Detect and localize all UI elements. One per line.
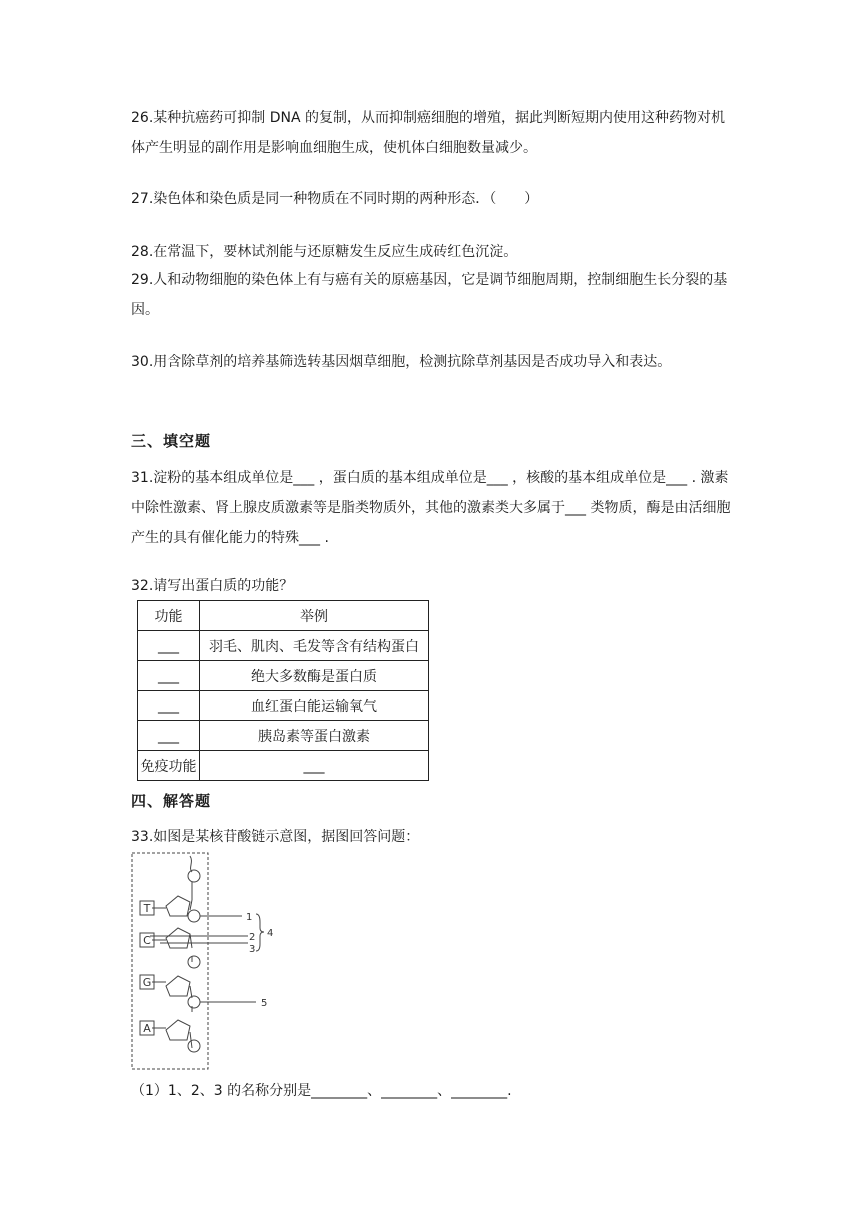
label-3: 3 (249, 944, 256, 955)
question-28: 28.在常温下，要林试剂能与还原糖发生反应生成砖红色沉淀。 (131, 244, 518, 260)
table-header-row (138, 601, 429, 631)
table-cell: ___ (138, 661, 200, 691)
table-row (138, 661, 429, 691)
table-cell: ___ (200, 751, 429, 781)
question-31: 31.淀粉的基本组成单位是___ ，蛋白质的基本组成单位是___ ，核酸的基本组成单位是___ . 激素中除性激素、肾上腺皮质激素等是脂类物质外，其他的激素类大多属于___ 类物质，酶是由活细胞产生的具有催化能力的特殊___ . (131, 470, 731, 546)
table-row (138, 751, 429, 781)
label-5: 5 (261, 998, 268, 1009)
phosphate-circle (188, 996, 200, 1008)
table-row (138, 631, 429, 661)
base-label: A (143, 1022, 151, 1035)
question-32: 32.请写出蛋白质的功能？ (131, 578, 294, 594)
table-cell: ___ (138, 631, 200, 661)
section-3-heading: 三、填空题 (131, 432, 212, 450)
table-cell: ___ (138, 721, 200, 751)
question-33-part-1: （1）1、2、3 的名称分别是________、________、________. (131, 1083, 512, 1099)
table-cell: 羽毛、肌肉、毛发等含有结构蛋白 (200, 631, 429, 661)
base-label: T (143, 902, 151, 915)
phosphate-circle (188, 956, 200, 968)
question-26: 26.某种抗癌药可抑制 DNA 的复制，从而抑制癌细胞的增殖，据此判断短期内使用这种药物对机体产生明显的副作用是影响血细胞生成，使机体白细胞数量减少。 (131, 110, 725, 156)
protein-function-table (137, 600, 429, 781)
brace-4 (256, 914, 264, 951)
question-30: 30.用含除草剂的培养基筛选转基因烟草细胞，检测抗除草剂基因是否成功导入和表达。 (131, 354, 672, 370)
sugar-pentagon (166, 976, 190, 996)
sugar-pentagon (166, 1020, 190, 1040)
sugar-pentagon (166, 928, 190, 948)
table-header-cell: 功能 (138, 601, 200, 631)
table-row (138, 691, 429, 721)
phosphate-circle (188, 910, 200, 922)
base-label: G (142, 976, 152, 989)
table-header-cell: 举例 (200, 601, 429, 631)
label-4: 4 (267, 928, 274, 939)
phosphate-circle (188, 870, 200, 882)
label-1: 1 (246, 912, 253, 923)
table-cell: 血红蛋白能运输氧气 (200, 691, 429, 721)
table-cell: ___ (138, 691, 200, 721)
sugar-pentagon (166, 896, 190, 916)
dashed-frame (132, 853, 208, 1069)
question-27: 27.染色体和染色质是同一种物质在不同时期的两种形态．（ ） (131, 191, 539, 207)
nucleotide-chain-diagram (130, 852, 280, 1072)
table-row (138, 721, 429, 751)
label-2: 2 (249, 932, 256, 943)
table-cell: 绝大多数酶是蛋白质 (200, 661, 429, 691)
backbone-line (190, 856, 192, 1048)
section-4-heading: 四、解答题 (131, 792, 212, 810)
phosphate-circle (188, 1040, 200, 1052)
question-29: 29.人和动物细胞的染色体上有与癌有关的原癌基因，它是调节细胞周期，控制细胞生长分裂的基因。 (131, 272, 728, 318)
table-cell: 免疫功能 (138, 751, 200, 781)
question-33: 33.如图是某核苷酸链示意图，据图回答问题： (131, 829, 420, 845)
base-label: C (143, 934, 151, 947)
table-cell: 胰岛素等蛋白激素 (200, 721, 429, 751)
